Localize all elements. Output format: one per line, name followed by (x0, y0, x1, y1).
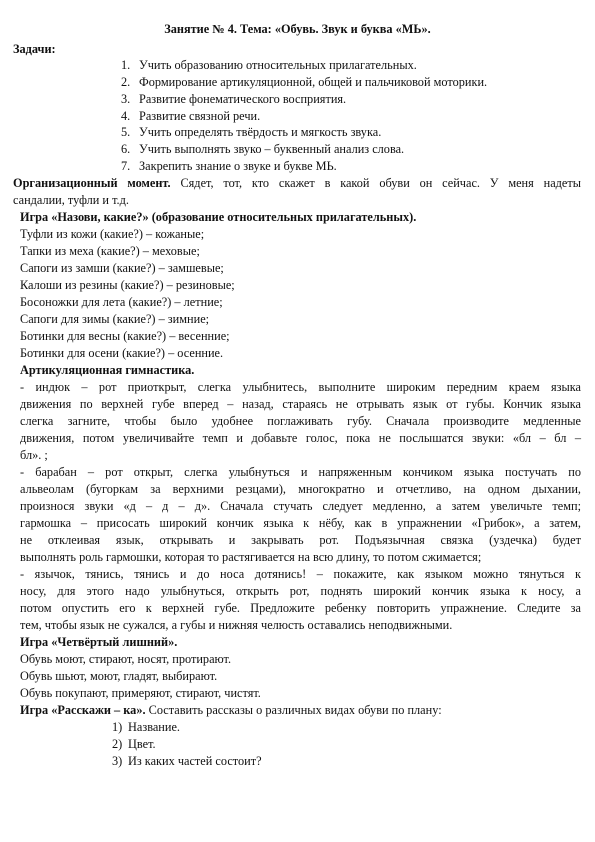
list-item: Босоножки для лета (какие?) – летние; (20, 295, 223, 309)
list-text: Развитие связной речи. (139, 109, 261, 123)
paragraph-line: гармошка – присосать широкий кончик языка к нёбу, как в упражнении «Грибок», а затем, (20, 516, 581, 530)
list-item: Ботинки для весны (какие?) – весенние; (20, 329, 230, 343)
game3-line (20, 702, 442, 719)
list-text: Учить образованию относительных прилагательных. (139, 58, 417, 72)
list-item: Обувь моют, стирают, носят, протирают. (20, 652, 232, 666)
paragraph-line: носу, для этого надо улыбнуться, открыть рот, поднять широкий кончик языка к носу, а (20, 584, 581, 598)
list-item: Туфли из кожи (какие?) – кожаные; (20, 227, 205, 241)
paragraph-line: не отклеивая язык, открывать и закрывать рот. Подъязычная связка (уздечка) будет (20, 533, 581, 547)
list-text: Из каких частей состоит? (128, 754, 262, 768)
org-moment-line (13, 175, 581, 192)
paragraph-line: тем, чтобы язык не сужался, а губы и нижняя челюсть оставались неподвижными. (20, 618, 453, 632)
list-item (112, 719, 180, 736)
paragraph-line: движения по верхней губе вперед – назад, стараясь не отрывать язык от губы. Кончик языка (20, 397, 581, 411)
tasks-heading: Задачи: (13, 42, 56, 56)
game2-heading: Игра «Четвёртый лишний». (20, 635, 178, 649)
game3-label: Игра «Расскажи – ка». (20, 703, 146, 717)
list-item (121, 141, 404, 158)
list-number: 2) (112, 737, 123, 751)
paragraph-line: альвеолам (бугоркам за верхними резцами), многократно и отчетливо, на одном дыхании, (20, 482, 581, 496)
list-text: Формирование артикуляционной, общей и пальчиковой моторики. (139, 75, 488, 89)
list-item (121, 158, 337, 175)
paragraph-line: слегка загните, чтобы было удобнее поглаживать губу. Сначала производите медленные (20, 414, 581, 428)
list-item: Ботинки для осени (какие?) – осенние. (20, 346, 224, 360)
org-moment-text-2: сандалии, туфли и т.д. (13, 193, 129, 207)
list-item (112, 736, 156, 753)
list-item: Обувь покупают, примеряют, стирают, чистят. (20, 686, 261, 700)
game3-text: Составить рассказы о различных видах обуви по плану: (148, 703, 442, 717)
list-number: 1) (112, 720, 123, 734)
paragraph-line: - язычок, тянись, тянись и до носа дотянись! – покажите, как языком можно тянуться к (20, 567, 581, 581)
list-item (121, 108, 260, 125)
list-item (121, 91, 346, 108)
list-number: 1. (121, 58, 131, 72)
list-item: Сапоги для зимы (какие?) – зимние; (20, 312, 210, 326)
page-title: Занятие № 4. Тема: «Обувь. Звук и буква «МЬ». (164, 22, 431, 36)
paragraph-line: бл». ; (20, 448, 48, 462)
org-moment-label: Организационный момент. (13, 176, 171, 190)
list-number: 4. (121, 109, 131, 123)
org-moment-text: Сядет, тот, кто скажет в какой обуви он сейчас. У меня надеты (180, 176, 581, 190)
paragraph-line: потом опустить его к верхней губе. Предложите ребенку повторить упражнение. Следите за (20, 601, 581, 615)
list-item (121, 124, 381, 141)
paragraph-line: - барабан – рот открыт, слегка улыбнуться и напряженным кончиком языка постучать по (20, 465, 581, 479)
list-item: Калоши из резины (какие?) – резиновые; (20, 278, 235, 292)
paragraph-line: - индюк – рот приоткрыт, слегка улыбнитесь, выполните широким передним краем языка (20, 380, 581, 394)
list-text: Учить определять твёрдость и мягкость звука. (139, 125, 382, 139)
list-number: 7. (121, 159, 131, 173)
game1-heading: Игра «Назови, какие?» (образование относительных прилагательных). (20, 210, 417, 224)
list-item (112, 753, 262, 770)
list-text: Учить выполнять звуко – буквенный анализ слова. (139, 142, 405, 156)
list-item (121, 74, 487, 91)
list-item (121, 57, 417, 74)
gym-heading: Артикуляционная гимнастика. (20, 363, 195, 377)
list-number: 3) (112, 754, 123, 768)
paragraph-line: движения, потом увеличивайте темп и добавьте голос, пока не послышатся звуки: «бл – бл – (20, 431, 581, 445)
list-number: 3. (121, 92, 131, 106)
list-item: Тапки из меха (какие?) – меховые; (20, 244, 200, 258)
list-number: 5. (121, 125, 131, 139)
list-text: Развитие фонематического восприятия. (139, 92, 347, 106)
list-number: 6. (121, 142, 131, 156)
list-number: 2. (121, 75, 131, 89)
list-item: Сапоги из замши (какие?) – замшевые; (20, 261, 224, 275)
list-text: Закрепить знание о звуке и букве МЬ. (139, 159, 337, 173)
paragraph-line: произнося звуки «д – д – д». Сначала стучать следует медленно, а затем увеличьте темп; (20, 499, 581, 513)
list-text: Название. (128, 720, 180, 734)
paragraph-line: выполнять роль гармошки, которая то растягивается на всю длину, то потом сжимается; (20, 550, 482, 564)
list-item: Обувь шьют, моют, гладят, выбирают. (20, 669, 218, 683)
list-text: Цвет. (128, 737, 156, 751)
